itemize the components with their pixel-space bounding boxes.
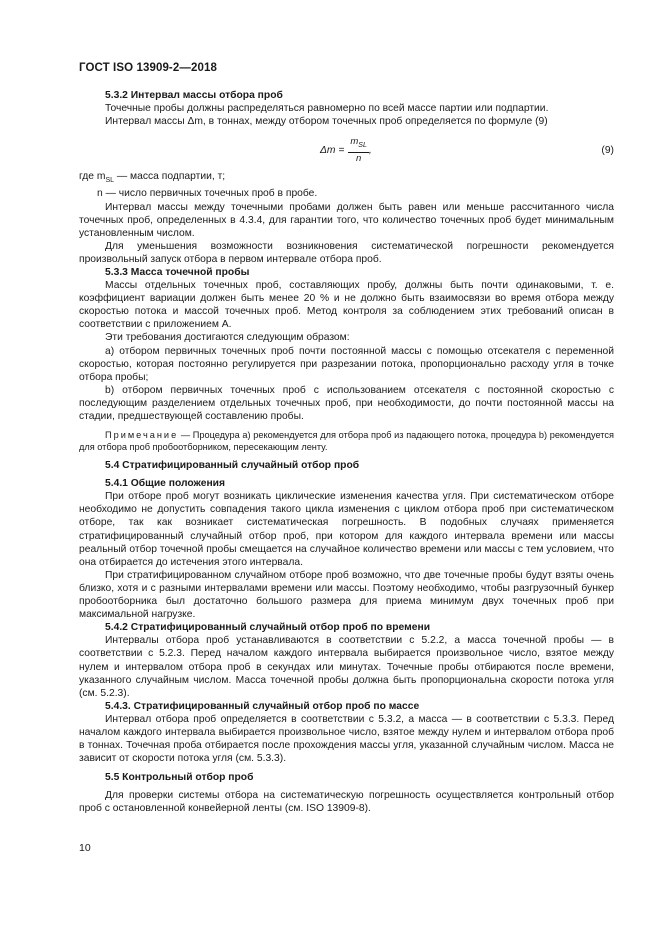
equation-number: (9) (601, 145, 614, 157)
paragraph: b) отбором первичных точечных проб с использованием отсекателя с постоянной скоростью с последующим разделением отдельных точечных проб, при необходимости, до почти постоянной массы на стадии, предшествующей составлению пробы. (79, 384, 614, 423)
paragraph: При отборе проб могут возникать циклические изменения качества угля. При систематическом отборе необходимо не допустить совпадения такого цикла изменения с циклом отбора проб при систематическом отборе, так как возникает систематическая погрешность. В подобных случаях применяется стратифицированный случайный отбор проб, при котором для каждого интервала времени или массы реальный отбор точечной пробы смещается на случайное количество времени или массы с тем условием, что она отбирается до истечения этого интервала. (79, 491, 614, 568)
paragraph: Для проверки системы отбора на систематическую погрешность осуществляется контрольный отбор проб с остановленной конвейерной ленты (см. ISO 13909-8). (79, 790, 614, 815)
document-header: ГОСТ ISO 13909-2—2018 (79, 62, 217, 74)
paragraph: Точечные пробы должны распределяться равномерно по всей массе партии или подпартии. (105, 103, 549, 115)
formula-numerator: $m_{SL}$ (348, 136, 368, 153)
section-5-4-1-title: 5.4.1 Общие положения (105, 478, 225, 490)
note-label: Примечание (105, 430, 179, 441)
paragraph: Эти требования достигаются следующим образом: (105, 332, 350, 344)
formula-tail: , (368, 145, 372, 157)
formula-denominator: n (355, 153, 362, 165)
section-5-4-3-title: 5.4.3. Стратифицированный случайный отбор проб по массе (105, 700, 420, 712)
paragraph: Массы отдельных точечных проб, составляющих пробу, должны быть почти одинаковыми, т. е. коэффициент вариации должен быть менее 20 % и не должно быть взаимосвязи во время отбора между скоростью потока и массой точечных проб. Метод контроля за соблюдением этих требований описан в соответствии с приложением А. (79, 280, 614, 331)
section-5-4-title: 5.4 Стратифицированный случайный отбор проб (105, 460, 360, 472)
section-5-4-2-title: 5.4.2 Стратифицированный случайный отбор проб по времени (105, 622, 431, 634)
page-number: 10 (79, 842, 91, 854)
paragraph: Для уменьшения возможности возникновения систематической погрешности рекомендуется произвольный запуск отбора в первом интервале отбора проб. (79, 240, 614, 265)
formula-lhs: Δm = (320, 145, 345, 157)
formula-fraction (348, 136, 368, 165)
paragraph: При стратифицированном случайном отборе проб возможно, что две точечные пробы будут взяты очень близко, хотя и с разными интервалами времени или массы. Поэтому необходимо, чтобы разгрузочный бункер пробоотборника был достаточно большого размера для приема минимум двух точечных проб при максимальной нагрузке. (79, 569, 614, 621)
section-5-3-3-title: 5.3.3 Масса точечной пробы (105, 266, 250, 278)
paragraph: Интервал отбора проб определяется в соответствии с 5.3.2, а масса — в соответствии с 5.3.3. Перед началом каждого интервала выбирается произвольное число, взятое между нулем и интервалом отбора проб в тоннах. Точечная проба отбирается после прохождения массы угля, указанной случайным числом. Масса не зависит от скорости потока угля (см. 5.3.3). (79, 713, 614, 765)
note (79, 429, 614, 453)
formula-expression (320, 136, 372, 165)
formula-where-1: где $m_{SL}$ — масса подпартии, т; (79, 171, 226, 185)
paragraph: Интервал массы между точечными пробами должен быть равен или меньше рассчитанного числа точечных проб, определенных в 4.3.4, для гарантии того, что количество точечных проб будет минимальным установленным числом. (79, 201, 614, 239)
document-body (79, 89, 614, 816)
paragraph: Интервалы отбора проб устанавливаются в соответствии с 5.2.2, а масса точечной пробы — в соответствии с 5.2.3. Перед началом каждого интервала выбирается произвольное число, взятое между нулем и интервалом отбора проб в секундах или минутах. Точечные пробы отбираются после времени, указанного случайным числом. Масса точечной пробы должна быть пропорциональна скорости потока угля (см. 5.2.3). (79, 635, 614, 699)
section-5-3-2-title: 5.3.2 Интервал массы отбора проб (105, 90, 283, 101)
paragraph: а) отбором первичных точечных проб почти постоянной массы с помощью отсекателя с переменной скоростью, которая постоянно регулируется при разрезании потока, пропорционально расходу угля в точке отбора пробы; (79, 345, 614, 383)
formula-9 (79, 132, 614, 168)
note-text: — Процедура а) рекомендуется для отбора проб из падающего потока, процедура b) рекомендуется для отбора проб пробоотборником, пересекающим ленту. (79, 430, 614, 453)
paragraph: Интервал массы Δm, в тоннах, между отбором точечных проб определяется по формуле (9) (105, 116, 548, 128)
section-5-5-title: 5.5 Контрольный отбор проб (105, 772, 254, 784)
formula-where-2: n — число первичных точечных проб в пробе. (97, 188, 318, 200)
